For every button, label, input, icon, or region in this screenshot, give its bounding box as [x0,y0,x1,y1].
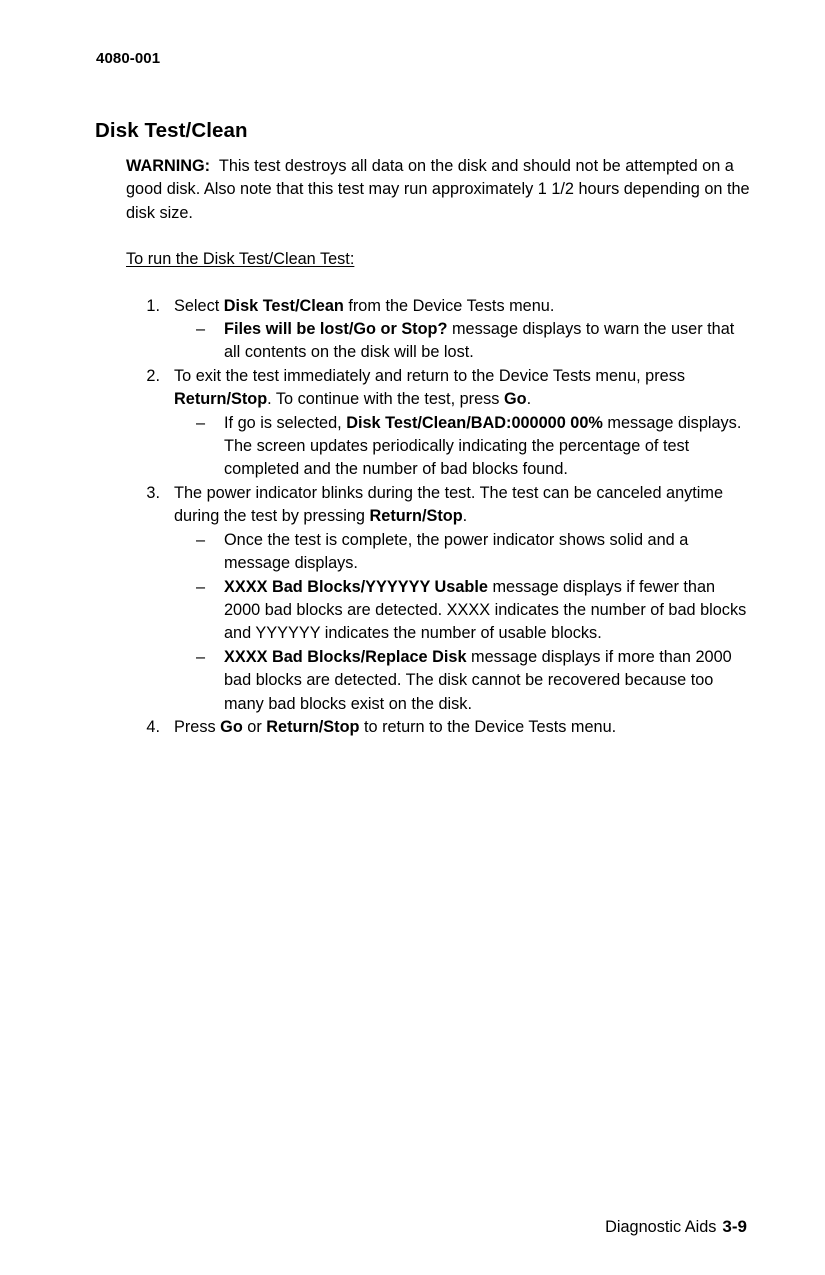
step-item [138,716,754,739]
step-text [174,367,685,408]
step-text [174,484,723,525]
step-0-run-2: from the Device Tests menu. [343,296,555,315]
step-number: 4. [146,717,160,736]
dash-bullet-icon: – [196,577,206,596]
sub-bullet-text [224,648,732,713]
sub-bullet-item [196,529,754,576]
step-sub-list [174,412,754,482]
procedure-subhead-text: To run the Disk Test/Clean Test: [126,250,355,269]
step-number: 1. [146,296,160,315]
step-2-run-0: The power indicator blinks during the test. The test can be canceled anytime during the test by pressing [174,483,724,526]
dash-bullet-icon: – [196,530,206,549]
step-text [174,297,554,315]
step-3-run-3: Return/Stop [266,717,360,736]
step-0-run-0: Select [174,296,224,315]
warning-label: WARNING: [126,157,211,175]
step-0-run-1: Disk Test/Clean [223,296,344,315]
sub-bullet-text [224,578,746,643]
step-sub-list [174,318,754,365]
procedure-subhead [126,248,754,271]
page-footer [605,1217,747,1237]
step-2-sub-2-run-1: message displays if more than 2000 bad blocks are detected. The disk cannot be recovered because too many bad blocks exist on the disk. [224,647,732,713]
step-1-run-3: Go [503,390,527,409]
step-3-run-1: Go [220,717,243,736]
procedure-step-list [126,295,754,740]
step-number: 3. [146,483,160,502]
step-2-sub-0-run-0: Once the test is complete, the power indicator shows solid and a message displays. [224,530,689,573]
step-2-sub-1-run-1: message displays if fewer than 2000 bad blocks are detected. XXXX indicates the number of bad blocks and YYYYYY indicates the number of usable blocks. [224,577,747,643]
step-1-run-1: Return/Stop [174,390,268,409]
step-1-sub-0-run-2: message displays. The screen updates periodically indicating the percentage of test completed and the number of bad blocks found. [224,413,742,479]
step-3-run-0: Press [174,717,221,736]
warning-text: This test destroys all data on the disk and should not be attempted on a good disk. Also note that this test may run approximately 1 1/2 hours depending on the disk size. [126,157,750,222]
step-1-run-2: . To continue with the test, press [267,390,504,409]
sub-bullet-item [196,646,754,716]
sub-bullet-text [224,414,741,479]
step-3-run-4: to return to the Device Tests menu. [359,717,617,736]
warning-spacer [210,157,219,175]
warning-paragraph [126,155,754,225]
footer-page-number: 3-9 [722,1217,747,1236]
step-3-run-2: or [242,717,267,736]
sub-bullet-text [224,531,688,572]
sub-bullet-item [196,576,754,646]
step-2-run-1: Return/Stop [369,507,463,526]
document-number-header: 4080-001 [96,50,161,67]
step-item [138,482,754,716]
dash-bullet-icon: – [196,647,206,666]
step-sub-list [174,529,754,716]
step-text [174,718,616,736]
document-body [126,155,754,739]
sub-bullet-item [196,318,754,365]
step-item [138,365,754,482]
footer-chapter-label: Diagnostic Aids [605,1218,717,1236]
step-item [138,295,754,365]
step-1-sub-0-run-0: If go is selected, [224,413,347,432]
dash-bullet-icon: – [196,320,206,339]
step-number: 2. [146,366,160,385]
step-2-sub-2-run-0: XXXX Bad Blocks/Replace Disk [224,647,467,666]
step-0-sub-0-run-0: Files will be lost/Go or Stop? [224,320,448,339]
step-1-run-0: To exit the test immediately and return to the Device Tests menu, press [174,366,685,385]
step-2-sub-1-run-0: XXXX Bad Blocks/YYYYYY Usable [224,577,488,596]
step-0-sub-0-run-1: message displays to warn the user that all contents on the disk will be lost. [224,320,735,362]
dash-bullet-icon: – [196,413,206,432]
step-1-sub-0-run-1: Disk Test/Clean/BAD:000000 00% [346,413,603,432]
sub-bullet-text [224,320,734,361]
step-2-run-2: . [462,507,468,526]
step-1-run-4: . [526,390,532,409]
sub-bullet-item [196,412,754,482]
page-title: Disk Test/Clean [95,118,248,142]
